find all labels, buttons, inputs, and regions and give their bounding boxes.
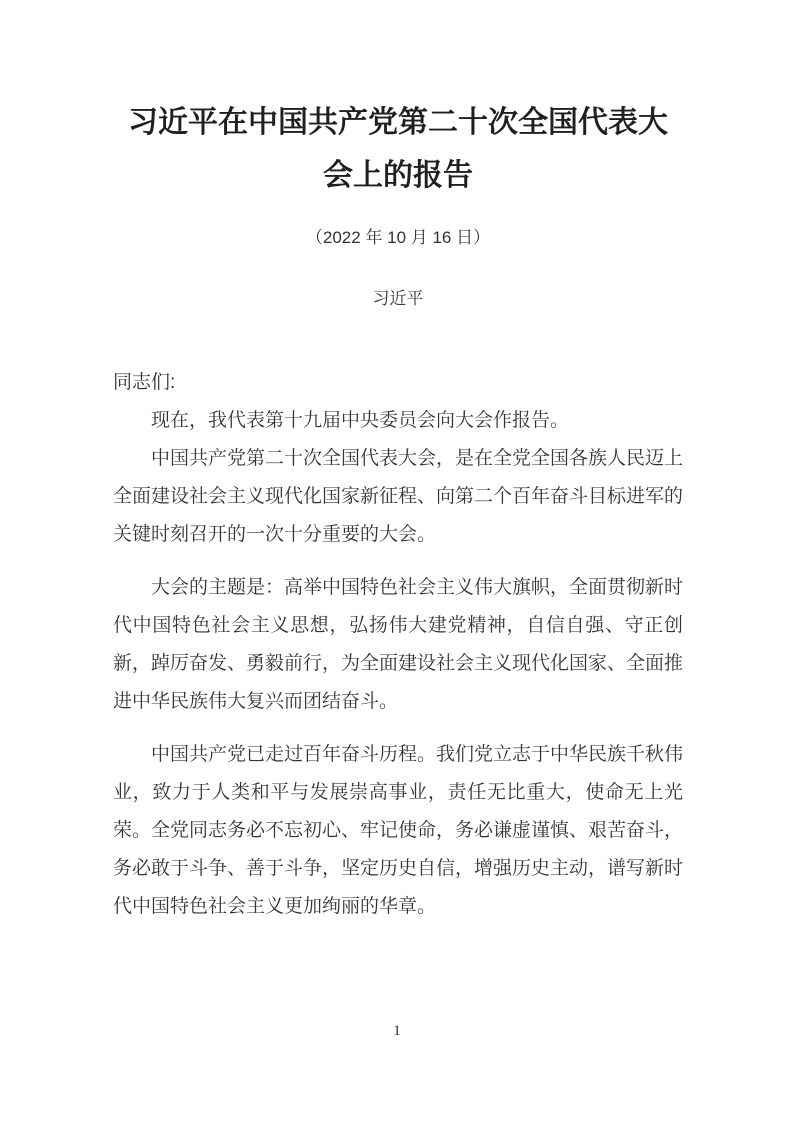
paragraph: 大会的主题是：高举中国特色社会主义伟大旗帜，全面贯彻新时代中国特色社会主义思想，弘扬伟大建党精神，自信自强、守正创新，踔厉奋发、勇毅前行，为全面建设社会主义现代化国家、全面推进中华民族伟大复兴而团结奋斗。 [113,577,684,712]
document-title: 习近平在中国共产党第二十次全国代表大会上的报告 [128,106,668,192]
paragraph: 现在，我代表第十九届中央委员会向大会作报告。 [151,410,570,431]
paragraph: 中国共产党第二十次全国代表大会，是在全党全国各族人民迈上全面建设社会主义现代化国家新征程、向第二个百年奋斗目标进军的关键时刻召开的一次十分重要的大会。 [113,448,684,545]
paragraph: 中国共产党已走过百年奋斗历程。我们党立志于中华民族千秋伟业，致力于人类和平与发展崇高事业，责任无比重大，使命无上光荣。全党同志务必不忘初心、牢记使命，务必谦虚谨慎、艰苦奋斗，务必敢于斗争、善于斗争，坚定历史自信，增强历史主动，谱写新时代中国特色社会主义更加绚丽的华章。 [113,744,684,917]
paragraph-salutation: 同志们: [113,372,176,393]
page-number: 1 [393,1023,401,1039]
document-content [0,96,794,926]
document-author: 习近平 [372,289,424,308]
document-date: （2022 年 10 月 16 日） [305,228,491,247]
document-body [113,364,683,926]
